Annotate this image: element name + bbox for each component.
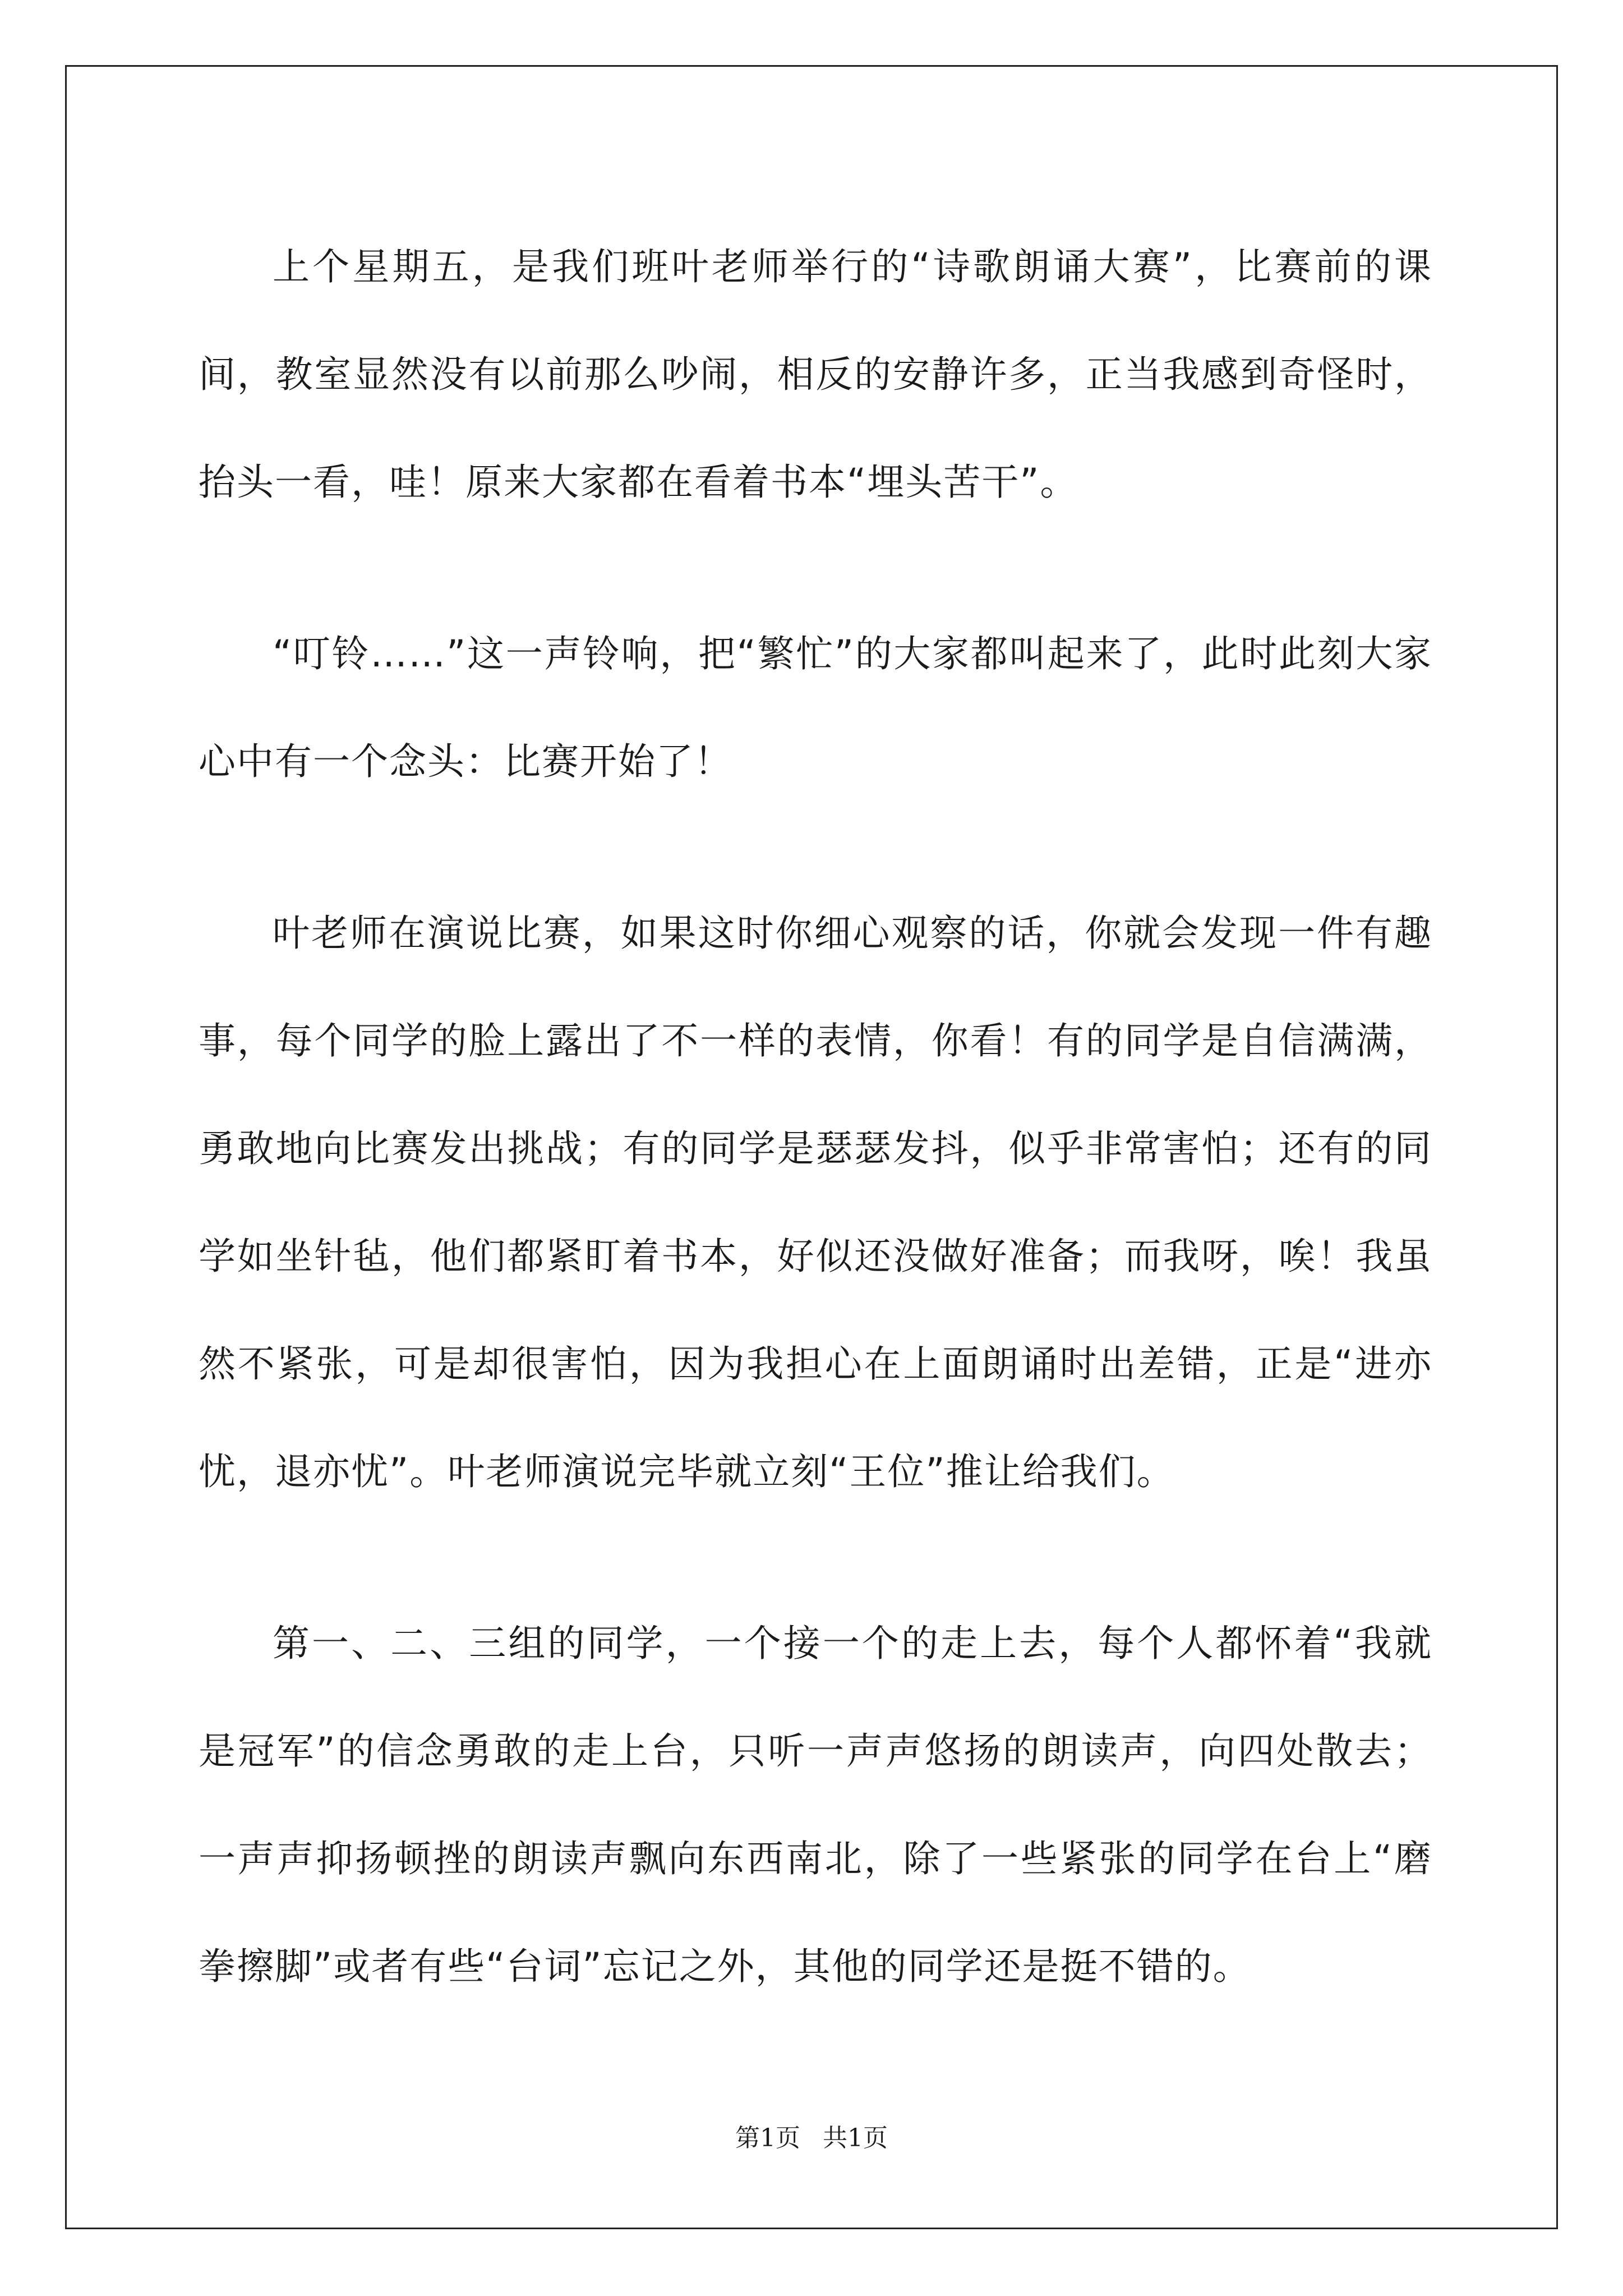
paragraph-2: “叮铃……”这一声铃响，把“繁忙”的大家都叫起来了，此时此刻大家心中有一个念头：比赛开始了！ — [199, 632, 1432, 783]
paragraph-1: 上个星期五，是我们班叶老师举行的“诗歌朗诵大赛”，比赛前的课间，教室显然没有以前那么吵闹，相反的安静许多，正当我感到奇怪时，抬头一看，哇！原来大家都在看着书本“埋头苦干”。 — [199, 245, 1432, 504]
page-footer — [0, 2118, 1623, 2154]
page-number-current: 第1页 — [735, 2124, 800, 2152]
paragraph-3: 叶老师在演说比赛，如果这时你细心观察的话，你就会发现一件有趣事，每个同学的脸上露出了不一样的表情，你看！有的同学是自信满满，勇敢地向比赛发出挑战；有的同学是瑟瑟发抖，似乎非常害怕；还有的同学如坐针毡，他们都紧盯着书本，好似还没做好准备；而我呀，唉！我虽然不紧张，可是却很害怕，因为我担心在上面朗诵时出差错，正是“进亦忧，退亦忧”。叶老师演说完毕就立刻“王位”推让给我们。 — [199, 912, 1432, 1493]
page-number-total: 共1页 — [823, 2124, 888, 2152]
document-body — [199, 213, 1432, 2085]
paragraph-4: 第一、二、三组的同学，一个接一个的走上去，每个人都怀着“我就是冠军”的信念勇敢的走上台，只听一声声悠扬的朗读声，向四处散去；一声声抑扬顿挫的朗读声飘向东西南北，除了一些紧张的同学在台上“磨拳擦脚”或者有些“台词”忘记之外，其他的同学还是挺不错的。 — [199, 1622, 1432, 1988]
